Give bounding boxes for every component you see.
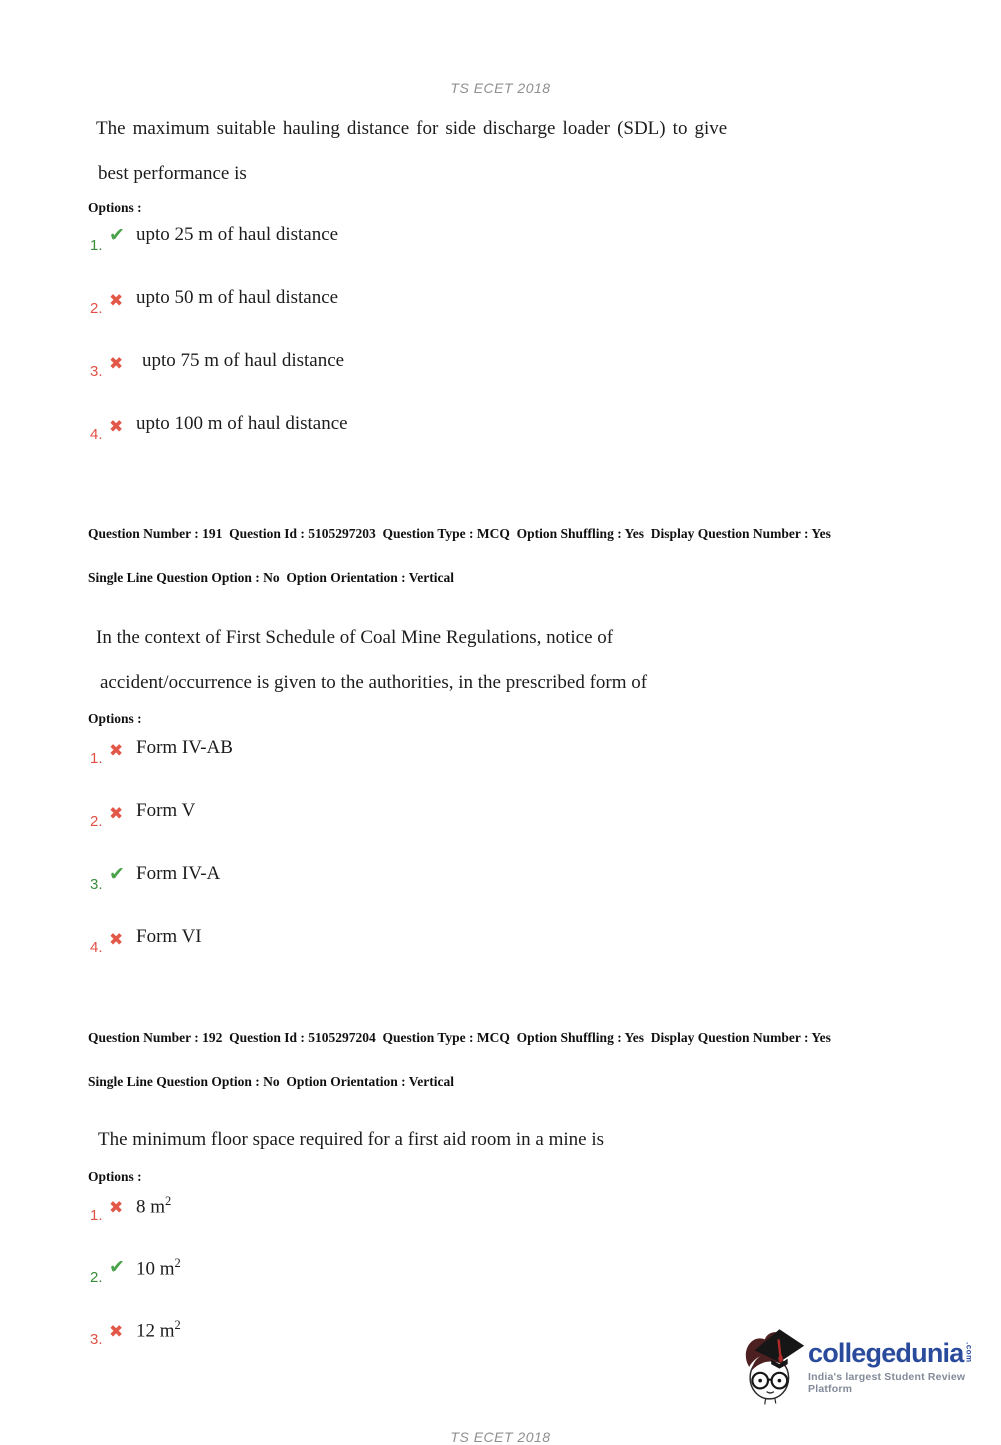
option-text: upto 75 m of haul distance <box>142 350 345 371</box>
page-footer-title: TS ECET 2018 <box>450 1429 551 1445</box>
option-number: 3. <box>90 1331 103 1348</box>
check-icon: ✔ <box>109 1257 125 1278</box>
option-row <box>0 287 1001 321</box>
option-text: upto 100 m of haul distance <box>136 413 348 434</box>
option-row <box>0 350 1001 384</box>
question-text-line: The minimum floor space required for a first aid room in a mine is <box>98 1129 604 1150</box>
question-text-line: best performance is <box>98 163 247 184</box>
collegedunia-mascot-icon <box>740 1323 806 1407</box>
superscript: 2 <box>165 1194 172 1208</box>
cross-icon: ✖ <box>109 804 124 823</box>
cross-icon: ✖ <box>109 354 124 373</box>
question-metadata-line: Single Line Question Option : No Option Orientation : Vertical <box>88 569 455 585</box>
cross-icon: ✖ <box>109 291 124 310</box>
cross-icon: ✖ <box>109 1322 124 1341</box>
cross-icon: ✖ <box>109 741 124 760</box>
collegedunia-logo[interactable] <box>740 1323 1000 1413</box>
option-text: Form VI <box>136 926 202 947</box>
option-text: 10 $m^2$ <box>136 1256 181 1280</box>
option-row <box>0 224 1001 258</box>
option-text: Form IV-AB <box>136 737 233 758</box>
option-row <box>0 1194 1001 1234</box>
option-text: Form V <box>136 800 196 821</box>
option-number: 1. <box>90 750 103 767</box>
question-text-line: In the context of First Schedule of Coal Mine Regulations, notice of <box>96 627 614 648</box>
option-number: 2. <box>90 1269 103 1286</box>
option-text: Form IV-A <box>136 863 221 884</box>
question-text-line: accident/occurrence is given to the authorities, in the prescribed form of <box>100 672 648 693</box>
logo-text <box>808 1339 1000 1395</box>
option-row <box>0 1256 1001 1296</box>
brand-wordmark: collegedunia <box>808 1338 964 1368</box>
check-icon: ✔ <box>109 864 125 885</box>
question-metadata-line: Question Number : 192 Question Id : 5105297204 Question Type : MCQ Option Shuffling : Yes Display Question Number : Yes <box>88 1030 831 1045</box>
brand-tagline: India's largest Student Review Platform <box>808 1371 966 1395</box>
option-number: 3. <box>90 876 103 893</box>
option-number: 4. <box>90 939 103 956</box>
option-text: 12 $m^2$ <box>136 1318 181 1342</box>
options-label: Options : <box>88 711 142 726</box>
cross-icon: ✖ <box>109 930 124 949</box>
question-metadata-line: Question Number : 191 Question Id : 5105297203 Question Type : MCQ Option Shuffling : Yes Display Question Number : Yes <box>88 526 831 541</box>
question-metadata <box>88 498 1001 614</box>
option-number: 2. <box>90 300 103 317</box>
superscript: 2 <box>174 1256 181 1270</box>
options-list <box>0 737 1001 960</box>
option-row <box>0 737 1001 771</box>
option-number: 1. <box>90 237 103 254</box>
question-text-line: The maximum suitable hauling distance for side discharge loader (SDL) to give <box>96 118 728 139</box>
brand-tld: .com <box>964 1342 974 1363</box>
option-number: 4. <box>90 426 103 443</box>
option-number: 2. <box>90 813 103 830</box>
options-label: Options : <box>88 1169 142 1184</box>
option-text: upto 50 m of haul distance <box>136 287 339 308</box>
exam-document-page <box>0 80 1001 1445</box>
option-row <box>0 926 1001 960</box>
page-header-title: TS ECET 2018 <box>450 80 551 96</box>
option-row <box>0 863 1001 897</box>
check-icon: ✔ <box>109 225 125 246</box>
option-number: 3. <box>90 363 103 380</box>
options-list <box>0 224 1001 447</box>
option-number: 1. <box>90 1207 103 1224</box>
options-label: Options : <box>88 200 142 215</box>
cross-icon: ✖ <box>109 1198 124 1217</box>
option-text: upto 25 m of haul distance <box>136 224 339 245</box>
question-metadata-line: Single Line Question Option : No Option Orientation : Vertical <box>88 1073 455 1089</box>
option-row <box>0 800 1001 834</box>
cross-icon: ✖ <box>109 417 124 436</box>
option-text: 8 $m^2$ <box>136 1194 172 1218</box>
option-row <box>0 413 1001 447</box>
superscript: 2 <box>174 1318 181 1332</box>
question-metadata <box>88 1002 1001 1118</box>
